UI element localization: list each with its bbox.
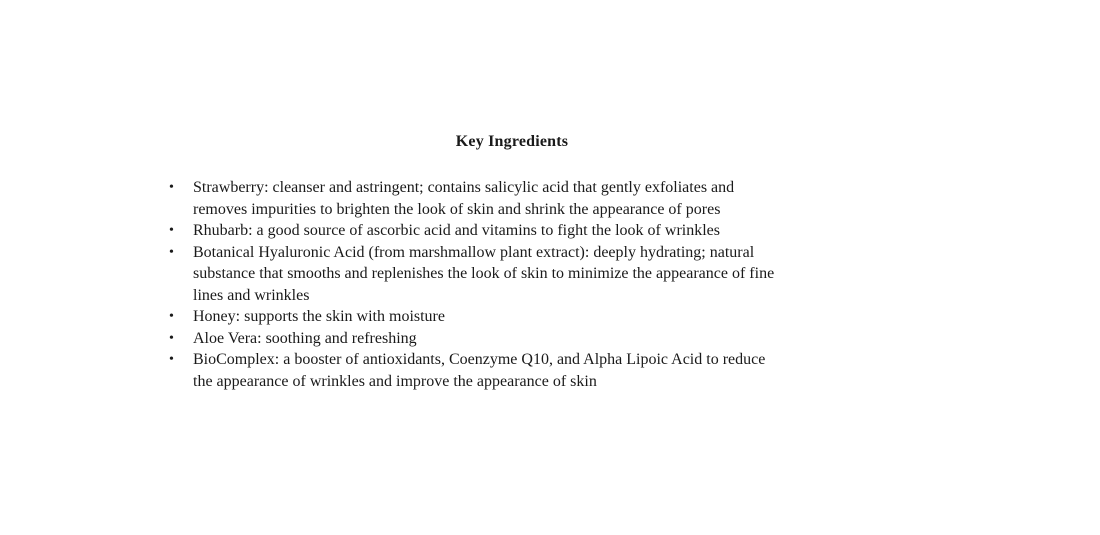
list-item-line: Aloe Vera: soothing and refreshing <box>193 329 417 347</box>
list-item-line: Rhubarb: a good source of ascorbic acid and vitamins to fight the look of wrinkles <box>193 222 720 239</box>
list-item-line: substance that smooths and replenishes the look of skin to minimize the appearance of fine <box>193 265 775 282</box>
ingredients-list <box>160 177 900 392</box>
bullet-icon: • <box>169 309 174 324</box>
list-item-honey <box>160 306 900 328</box>
bullet-icon: • <box>169 244 174 260</box>
list-item-strawberry <box>160 177 900 220</box>
list-item-rhubarb <box>160 220 900 242</box>
list-item-line: Honey: supports the skin with moisture <box>193 308 445 325</box>
list-item-aloe-vera <box>160 328 900 350</box>
list-item-biocomplex <box>160 349 900 392</box>
bullet-icon: • <box>169 352 174 367</box>
list-item-hyaluronic-acid <box>160 242 900 307</box>
bullet-icon: • <box>169 223 174 238</box>
list-item-line: the appearance of wrinkles and improve the appearance of skin <box>193 372 597 390</box>
bullet-icon: • <box>169 180 174 195</box>
list-item-line: Botanical Hyaluronic Acid (from marshmallow plant extract): deeply hydrating; natural <box>193 243 755 261</box>
list-item-line: lines and wrinkles <box>193 286 310 304</box>
list-item-line: BioComplex: a booster of antioxidants, Coenzyme Q10, and Alpha Lipoic Acid to reduce <box>193 351 766 368</box>
list-item-line: Strawberry: cleanser and astringent; contains salicylic acid that gently exfoliates and <box>193 179 735 196</box>
list-item-line: removes impurities to brighten the look of skin and shrink the appearance of pores <box>193 200 721 218</box>
page-title: Key Ingredients <box>455 133 569 150</box>
bullet-icon: • <box>169 330 174 346</box>
